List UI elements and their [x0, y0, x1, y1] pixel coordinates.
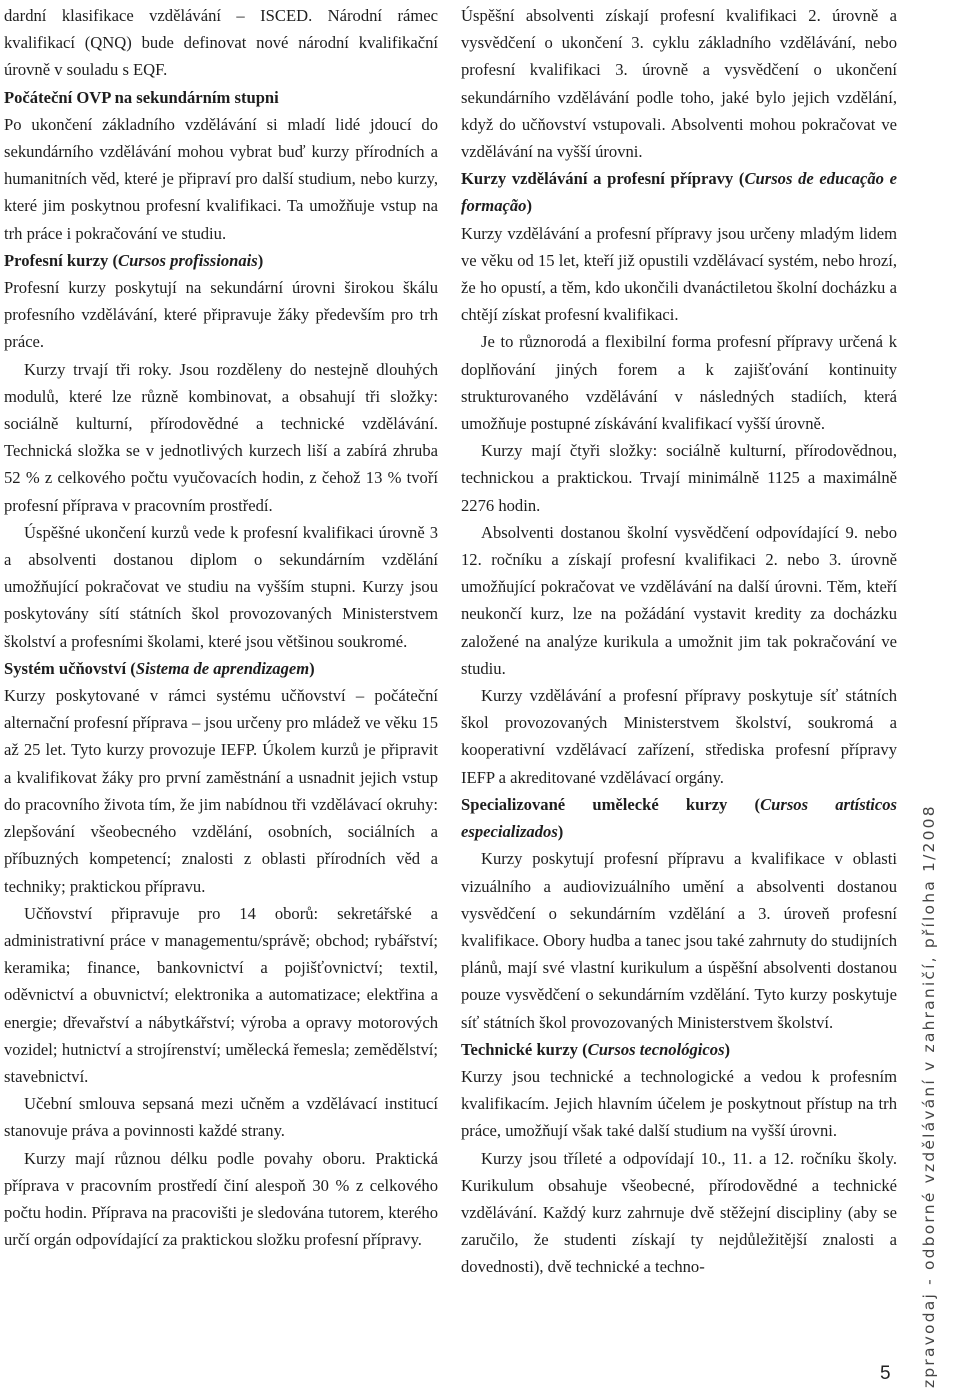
heading-apprenticeship-text: Systém učňovství — [4, 658, 127, 678]
heading-arts-courses: Specializované umělecké kurzy (Cursos artísticos especializados) — [461, 794, 897, 842]
heading-professional-courses-text: Profesní kurzy — [4, 250, 109, 270]
left-paragraph-2: Po ukončení základního vzdělávání si mladí lidé jdoucí do sekundárního vzdělávání mohou vybrat buď kurzy přírodních a humanitních věd, které je připraví pro další studium, nebo kurzy, které jim poskytnou profesní kvalifikaci. Ta umožňuje vstup na trh práce i pokračování ve studiu. — [4, 114, 438, 243]
left-paragraph-9: Kurzy mají různou délku podle povahy oboru. Praktická příprava v pracovním prostředí činí alespoň 30 % z celkového počtu hodin. Příprava na pracovišti je sledována tutorem, kterého určí orgán odpovídající za praktickou složku profesní přípravy. — [4, 1148, 438, 1250]
right-paragraph-9: Kurzy jsou tříleté a odpovídají 10., 11. a 12. ročníku školy. Kurikulum obsahuje všeobecné, přírodovědné a technické vzdělávání. Každý kurz zahrnuje dvě stěžejní discipliny (aby se zaručilo, že studenti získají ty nejdůležitější znalosti a dovednosti), dvě technické a techno- — [461, 1148, 897, 1277]
right-paragraph-8: Kurzy jsou technické a technologické a vedou k profesním kvalifikacím. Jejich hlavním účelem je poskytnout přístup na trh práce, umožňují však také další studium na vyšší úrovni. — [461, 1066, 897, 1141]
right-paragraph-3: Je to různorodá a flexibilní forma profesní přípravy určená k doplňování jiných forem a k zajišťování kontinuity strukturovaného vzdělávání v následných stadiích, která umožňuje postupné získávání kvalifikací vyšší úrovně. — [461, 332, 897, 434]
heading-initial-vet: Počáteční OVP na sekundárním stupni — [4, 87, 279, 107]
left-column — [4, 2, 438, 1253]
left-paragraph-5: Úspěšné ukončení kurzů vede k profesní kvalifikaci úrovně 3 a absolventi dostanou diplom o sekundárním vzdělání umožňující pokračovat ve studiu na vyšším stupni. Kurzy jsou poskytovány sítí státních škol provozovaných Ministerstvem školství a profesními školami, které jsou většinou soukromé. — [4, 522, 438, 651]
left-paragraph-6: Kurzy poskytované v rámci systému učňovství – počáteční alternační profesní příprava – jsou určeny pro mládež ve věku 15 až 25 let. Tyto kurzy provozuje IEFP. Úkolem kurzů je připravit a kvalifikovat žáky pro první zaměstnání a usnadnit jejich vstup do pracovního života tím, že jim nabídnou tři vzdělávací okruhy: zlepšování všeobecného vzdělání, osobních, sociálních a příbuzných kompetencí; znalosti z oblasti přírodních věd a techniky; praktickou přípravu. — [4, 686, 438, 896]
right-paragraph-5: Absolventi dostanou školní vysvědčení odpovídající 9. nebo 12. ročníku a získají profesní kvalifikaci 2. nebo 3. úrovně umožňující pokračovat ve vzdělávání na další úrovni. Těm, kteří neukončí kurz, lze na požádání vystavit kredity za docházku založené na analýze kurikula a umožnit jim tak pokračování ve studiu. — [461, 522, 897, 678]
left-paragraph-1: dardní klasifikace vzdělávání – ISCED. Národní rámec kvalifikací (QNQ) bude definovat nové národní kvalifikační úrovně v souladu s EQF. — [4, 6, 438, 80]
right-paragraph-2: Kurzy vzdělávání a profesní přípravy jsou určeny mladým lidem ve věku od 15 let, kteří již opustili vzdělávací systém, nebo hrozí, že ho opustí, a těm, kdo ukončili dvanáctiletou školní docházku a chtějí získat profesní kvalifikaci. — [461, 223, 897, 325]
side-banner: zpravodaj - odborné vzdělávání v zahraničí, příloha 1/2008 — [920, 804, 938, 1388]
heading-education-training-courses-text: Kurzy vzdělávání a profesní přípravy — [461, 169, 734, 189]
heading-arts-courses-text: Specializované umělecké kurzy — [461, 794, 728, 814]
heading-technical-courses: Technické kurzy (Cursos tecnológicos) — [461, 1039, 731, 1059]
heading-arts-courses-original: Cursos artísticos especializados — [461, 794, 897, 842]
heading-education-training-courses: Kurzy vzdělávání a profesní přípravy (Cursos de educação e formação) — [461, 169, 897, 216]
right-paragraph-7: Kurzy poskytují profesní přípravu a kvalifikace v oblasti vizuálního a audiovizuálního umění a absolventi dostanou vysvědčení o sekundárním vzdělání a 3. úroveň profesní kvalifikace. Obory hudba a tanec jsou také zahrnuty do studijních plánů, mají své vlastní kurikulum a úspěšní absolventi dostanou pouze vysvědčení o sekundárním vzdělání. Tyto kurzy poskytuje síť státních škol provozovaných Ministerstvem školství. — [461, 849, 897, 1032]
heading-technical-courses-original: Cursos tecnológicos — [587, 1039, 725, 1059]
left-paragraph-8: Učební smlouva sepsaná mezi učněm a vzdělávací institucí stanovuje práva a povinnosti každé strany. — [4, 1094, 438, 1141]
heading-technical-courses-text: Technické kurzy — [461, 1039, 578, 1059]
heading-apprenticeship-original: Sistema de aprendizagem — [135, 658, 310, 678]
left-paragraph-7: Učňovství připravuje pro 14 oborů: sekretářské a administrativní práce v managementu/správě; obchod; rybářství; keramika; finance, bankovnictví a pojišťovnictví; textil, oděvnictví a obuvnictví; elektronika a automatizace; elektřina a energie; dřevařství a nábytkářství; výroba a opravy motorových vozidel; hutnictví a strojírenství; umělecká řemesla; zemědělství; stavebnictví. — [4, 903, 438, 1086]
right-column — [461, 2, 897, 1281]
heading-professional-courses-original: Cursos profissionais — [118, 250, 258, 270]
heading-apprenticeship: Systém učňovství (Sistema de aprendizagem) — [4, 658, 315, 678]
page-number: 5 — [880, 1363, 891, 1384]
right-paragraph-1: Úspěšní absolventi získají profesní kvalifikaci 2. úrovně a vysvědčení o ukončení 3. cyklu základního vzdělávání, nebo profesní kvalifikaci 3. úrovně a vysvědčení o ukončení sekundárního vzdělávání podle toho, jaké bylo jejich vzdělání, když do učňovství vstupovali. Absolventi mohou pokračovat ve vzdělávání na vyšší úrovni. — [461, 6, 897, 162]
left-paragraph-3: Profesní kurzy poskytují na sekundární úrovni širokou škálu profesního vzdělávání, které připravuje žáky především pro trh práce. — [4, 278, 438, 352]
left-paragraph-4: Kurzy trvají tři roky. Jsou rozděleny do nestejně dlouhých modulů, které lze různě kombinovat, a obsahují tři složky: sociálně kulturní, přírodovědné a technické vzdělávání. Technická složka se v jednotlivých kurzech liší a zabírá zhruba 52 % z celkového počtu vyučovacích hodin, z čehož 13 % tvoří profesní příprava v pracovním prostředí. — [4, 359, 438, 515]
heading-professional-courses: Profesní kurzy (Cursos profissionais) — [4, 250, 264, 270]
right-paragraph-6: Kurzy vzdělávání a profesní přípravy poskytuje síť státních škol provozovaných Ministerstvem školství, soukromá a kooperativní vzdělávací zařízení, střediska profesní přípravy IEFP a akreditované vzdělávací orgány. — [461, 686, 897, 787]
right-paragraph-4: Kurzy mají čtyři složky: sociálně kulturní, přírodovědnou, technickou a praktickou. Trvají minimálně 1125 a maximálně 2276 hodin. — [461, 441, 897, 515]
heading-education-training-courses-original: Cursos de educação e formação — [461, 169, 897, 216]
